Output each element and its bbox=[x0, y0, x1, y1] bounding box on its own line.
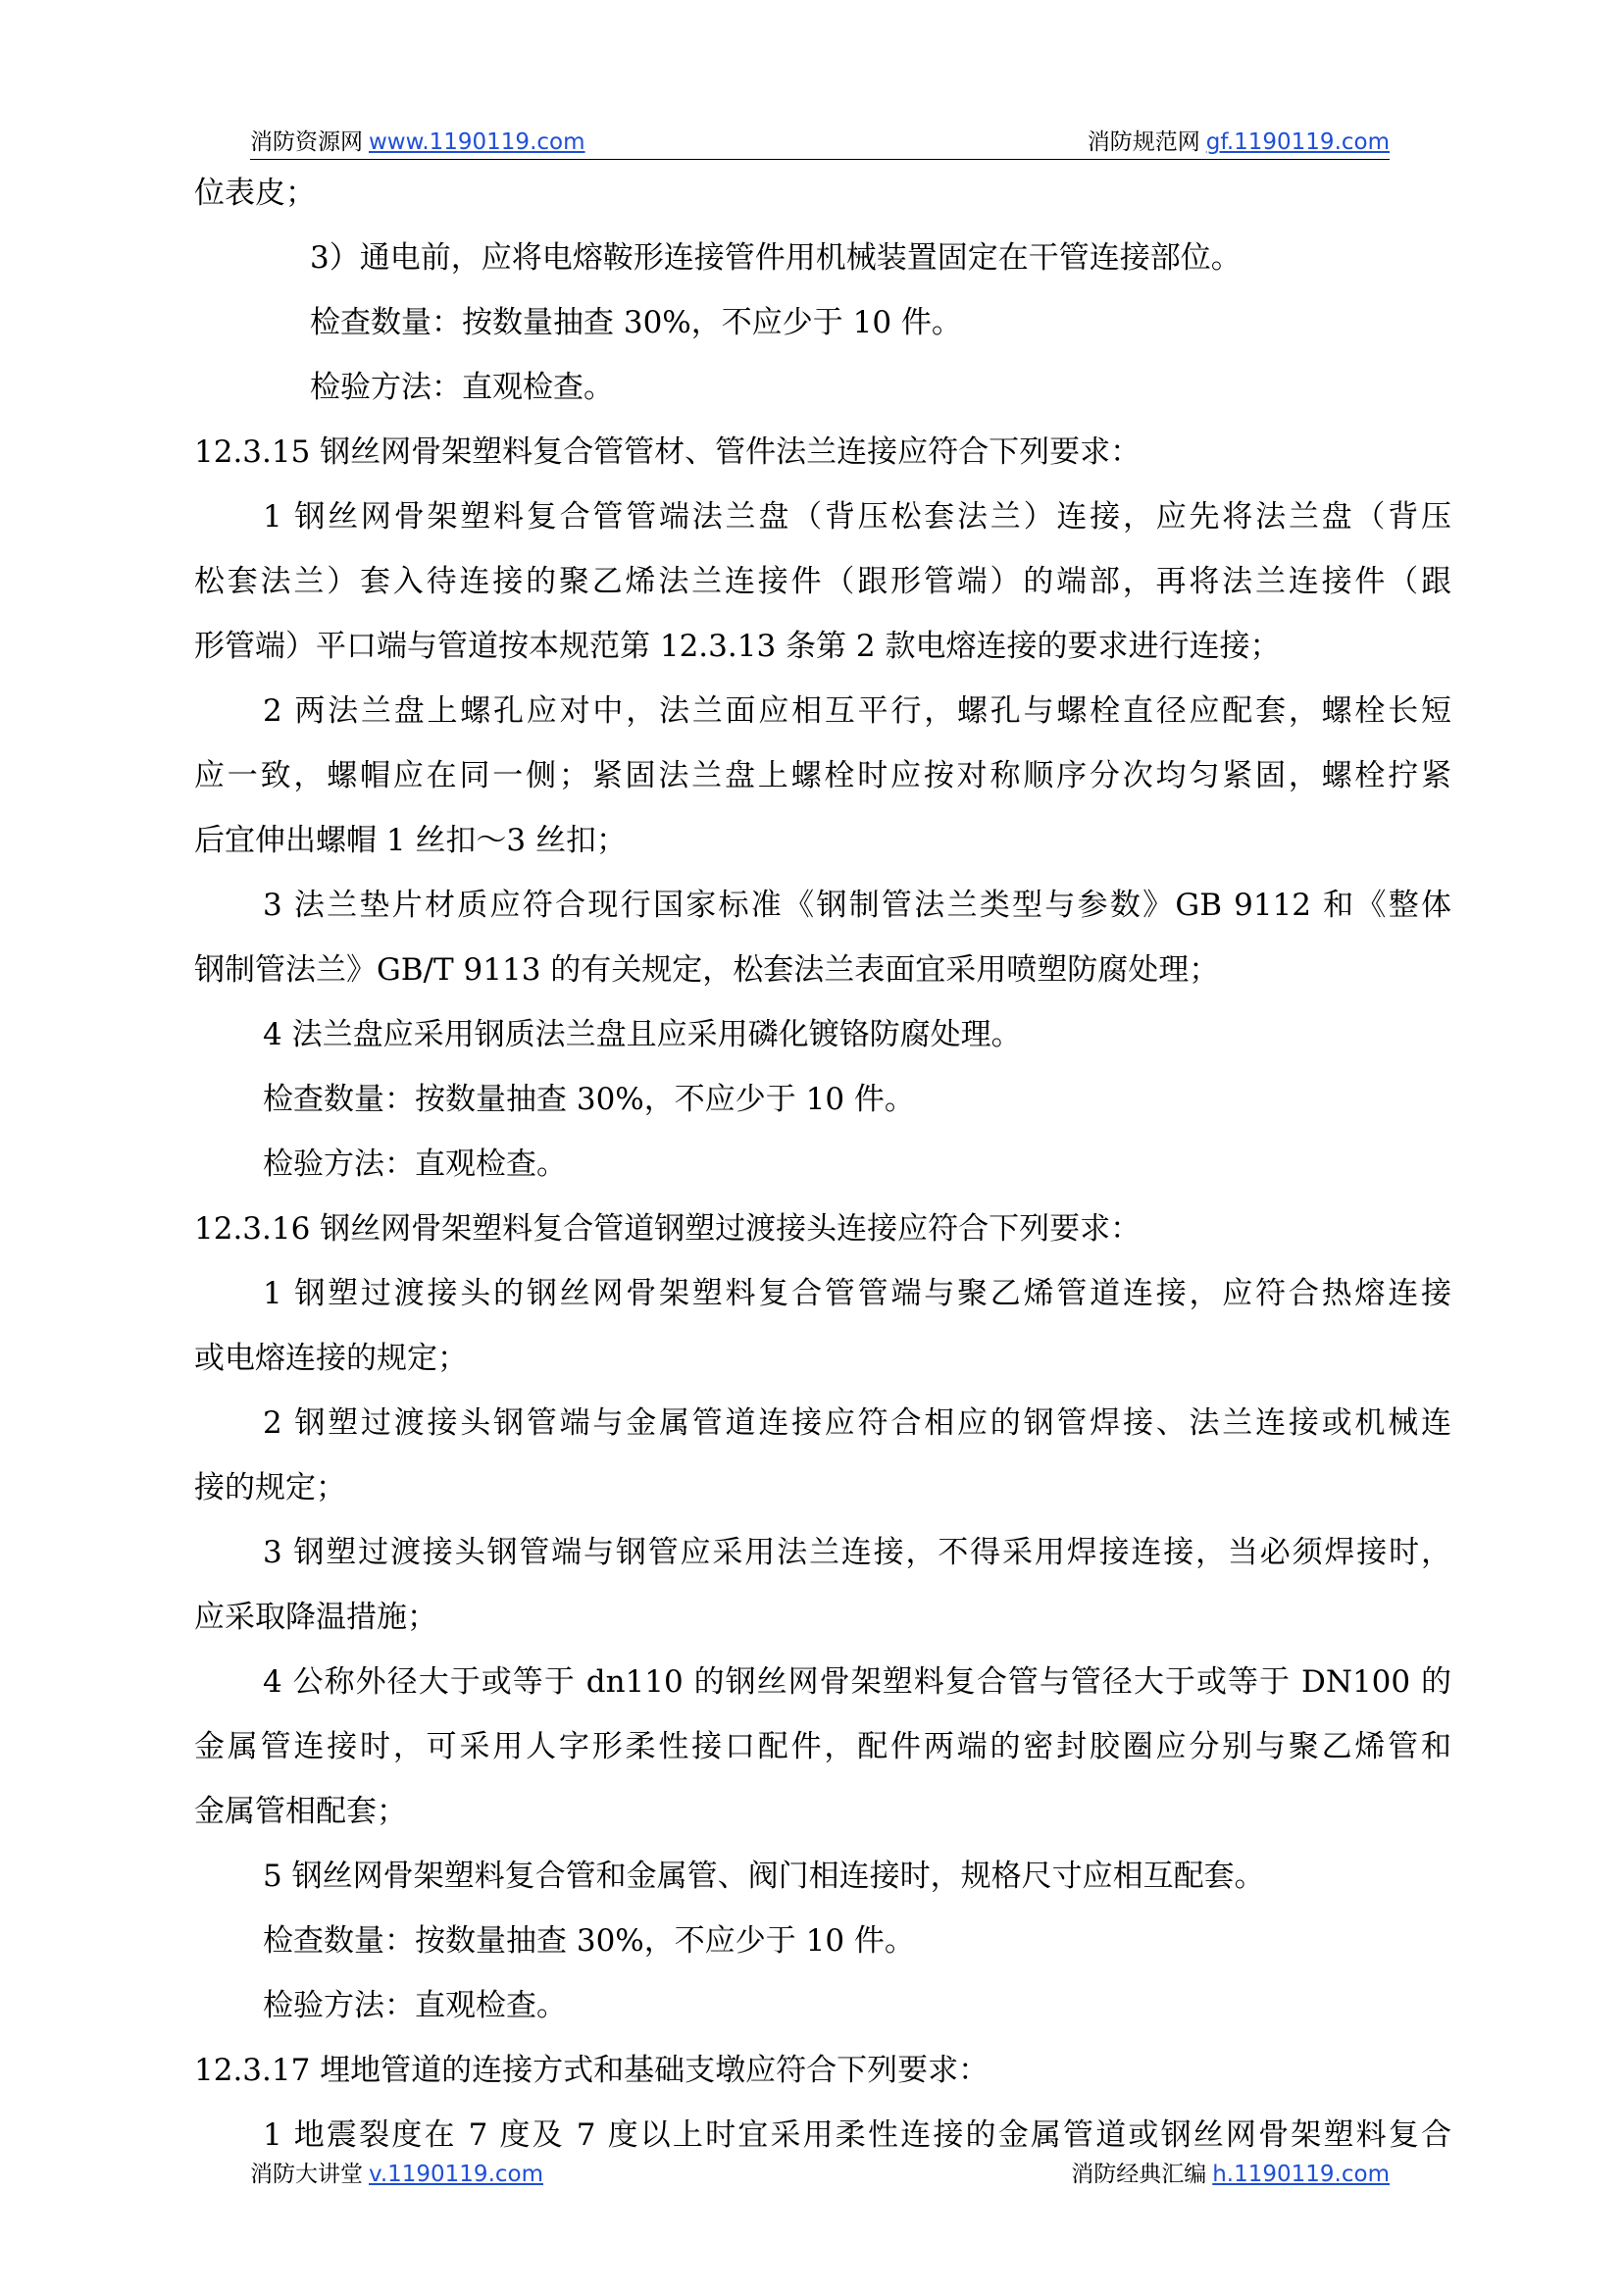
text-line: 2 两法兰盘上螺孔应对中，法兰面应相互平行，螺孔与螺栓直径应配套，螺栓长短 bbox=[263, 693, 1451, 729]
text-line: 检查数量：按数量抽查 30%，不应少于 10 件。 bbox=[263, 1923, 915, 1959]
text-line: 金属管连接时，可采用人字形柔性接口配件，配件两端的密封胶圈应分别与聚乙烯管和 bbox=[194, 1729, 1451, 1764]
footer-right-link[interactable]: h.1190119.com bbox=[1212, 2162, 1390, 2187]
footer-right bbox=[1071, 2156, 1390, 2188]
header-left bbox=[250, 124, 585, 156]
text-line: 1 钢塑过渡接头的钢丝网骨架塑料复合管管端与聚乙烯管道连接，应符合热熔连接 bbox=[263, 1276, 1451, 1311]
text-line: 3）通电前，应将电熔鞍形连接管件用机械装置固定在干管连接部位。 bbox=[310, 240, 1242, 276]
text-line: 4 公称外径大于或等于 dn110 的钢丝网骨架塑料复合管与管径大于或等于 DN100 的 bbox=[263, 1664, 1451, 1700]
text-line: 金属管相配套； bbox=[194, 1794, 407, 1829]
page-footer bbox=[250, 2148, 1390, 2191]
document-body bbox=[194, 161, 1451, 2167]
text-line: 12.3.17 埋地管道的连接方式和基础支墩应符合下列要求： bbox=[194, 2053, 990, 2088]
text-line: 12.3.16 钢丝网骨架塑料复合管道钢塑过渡接头连接应符合下列要求： bbox=[194, 1211, 1142, 1247]
text-line: 应采取降温措施； bbox=[194, 1600, 437, 1635]
text-line: 应一致，螺帽应在同一侧；紧固法兰盘上螺栓时应按对称顺序分次均匀紧固，螺栓拧紧 bbox=[194, 758, 1451, 793]
text-line: 5 钢丝网骨架塑料复合管和金属管、阀门相连接时，规格尺寸应相互配套。 bbox=[263, 1859, 1265, 1894]
text-line: 2 钢塑过渡接头钢管端与金属管道连接应符合相应的钢管焊接、法兰连接或机械连 bbox=[263, 1405, 1451, 1441]
footer-left-site: 消防大讲堂 bbox=[250, 2162, 363, 2187]
text-line: 检验方法：直观检查。 bbox=[310, 370, 614, 405]
text-line: 或电熔连接的规定； bbox=[194, 1341, 468, 1376]
header-right-link[interactable]: gf.1190119.com bbox=[1205, 129, 1390, 155]
page-header bbox=[250, 116, 1390, 160]
text-line: 松套法兰）套入待连接的聚乙烯法兰连接件（跟形管端）的端部，再将法兰连接件（跟 bbox=[194, 564, 1451, 599]
text-line: 3 钢塑过渡接头钢管端与钢管应采用法兰连接，不得采用焊接连接，当必须焊接时， bbox=[263, 1535, 1451, 1570]
text-line: 检查数量：按数量抽查 30%，不应少于 10 件。 bbox=[310, 305, 962, 340]
text-line: 形管端）平口端与管道按本规范第 12.3.13 条第 2 款电熔连接的要求进行连接； bbox=[194, 629, 1281, 664]
text-line: 钢制管法兰》GB/T 9113 的有关规定，松套法兰表面宜采用喷塑防腐处理； bbox=[194, 952, 1220, 988]
text-line: 4 法兰盘应采用钢质法兰盘且应采用磷化镀铬防腐处理。 bbox=[263, 1017, 1022, 1052]
text-line: 检查数量：按数量抽查 30%，不应少于 10 件。 bbox=[263, 1082, 915, 1117]
footer-left bbox=[250, 2156, 543, 2188]
footer-left-link[interactable]: v.1190119.com bbox=[369, 2162, 544, 2187]
text-line: 检验方法：直观检查。 bbox=[263, 1988, 567, 2023]
header-right-site: 消防规范网 bbox=[1087, 129, 1200, 155]
footer-right-site: 消防经典汇编 bbox=[1071, 2162, 1207, 2187]
text-line: 1 地震裂度在 7 度及 7 度以上时宜采用柔性连接的金属管道或钢丝网骨架塑料复合 bbox=[263, 2117, 1451, 2153]
text-line: 1 钢丝网骨架塑料复合管管端法兰盘（背压松套法兰）连接，应先将法兰盘（背压 bbox=[263, 499, 1451, 535]
text-line: 位表皮； bbox=[194, 176, 316, 211]
header-right bbox=[1088, 124, 1390, 156]
text-line: 后宜伸出螺帽 1 丝扣～3 丝扣； bbox=[194, 823, 628, 858]
text-line: 12.3.15 钢丝网骨架塑料复合管管材、管件法兰连接应符合下列要求： bbox=[194, 434, 1142, 470]
text-line: 3 法兰垫片材质应符合现行国家标准《钢制管法兰类型与参数》GB 9112 和《整体 bbox=[263, 888, 1451, 923]
header-left-site: 消防资源网 bbox=[250, 129, 363, 155]
text-line: 检验方法：直观检查。 bbox=[263, 1147, 567, 1182]
text-line: 接的规定； bbox=[194, 1470, 346, 1505]
header-left-link[interactable]: www.1190119.com bbox=[369, 129, 585, 155]
